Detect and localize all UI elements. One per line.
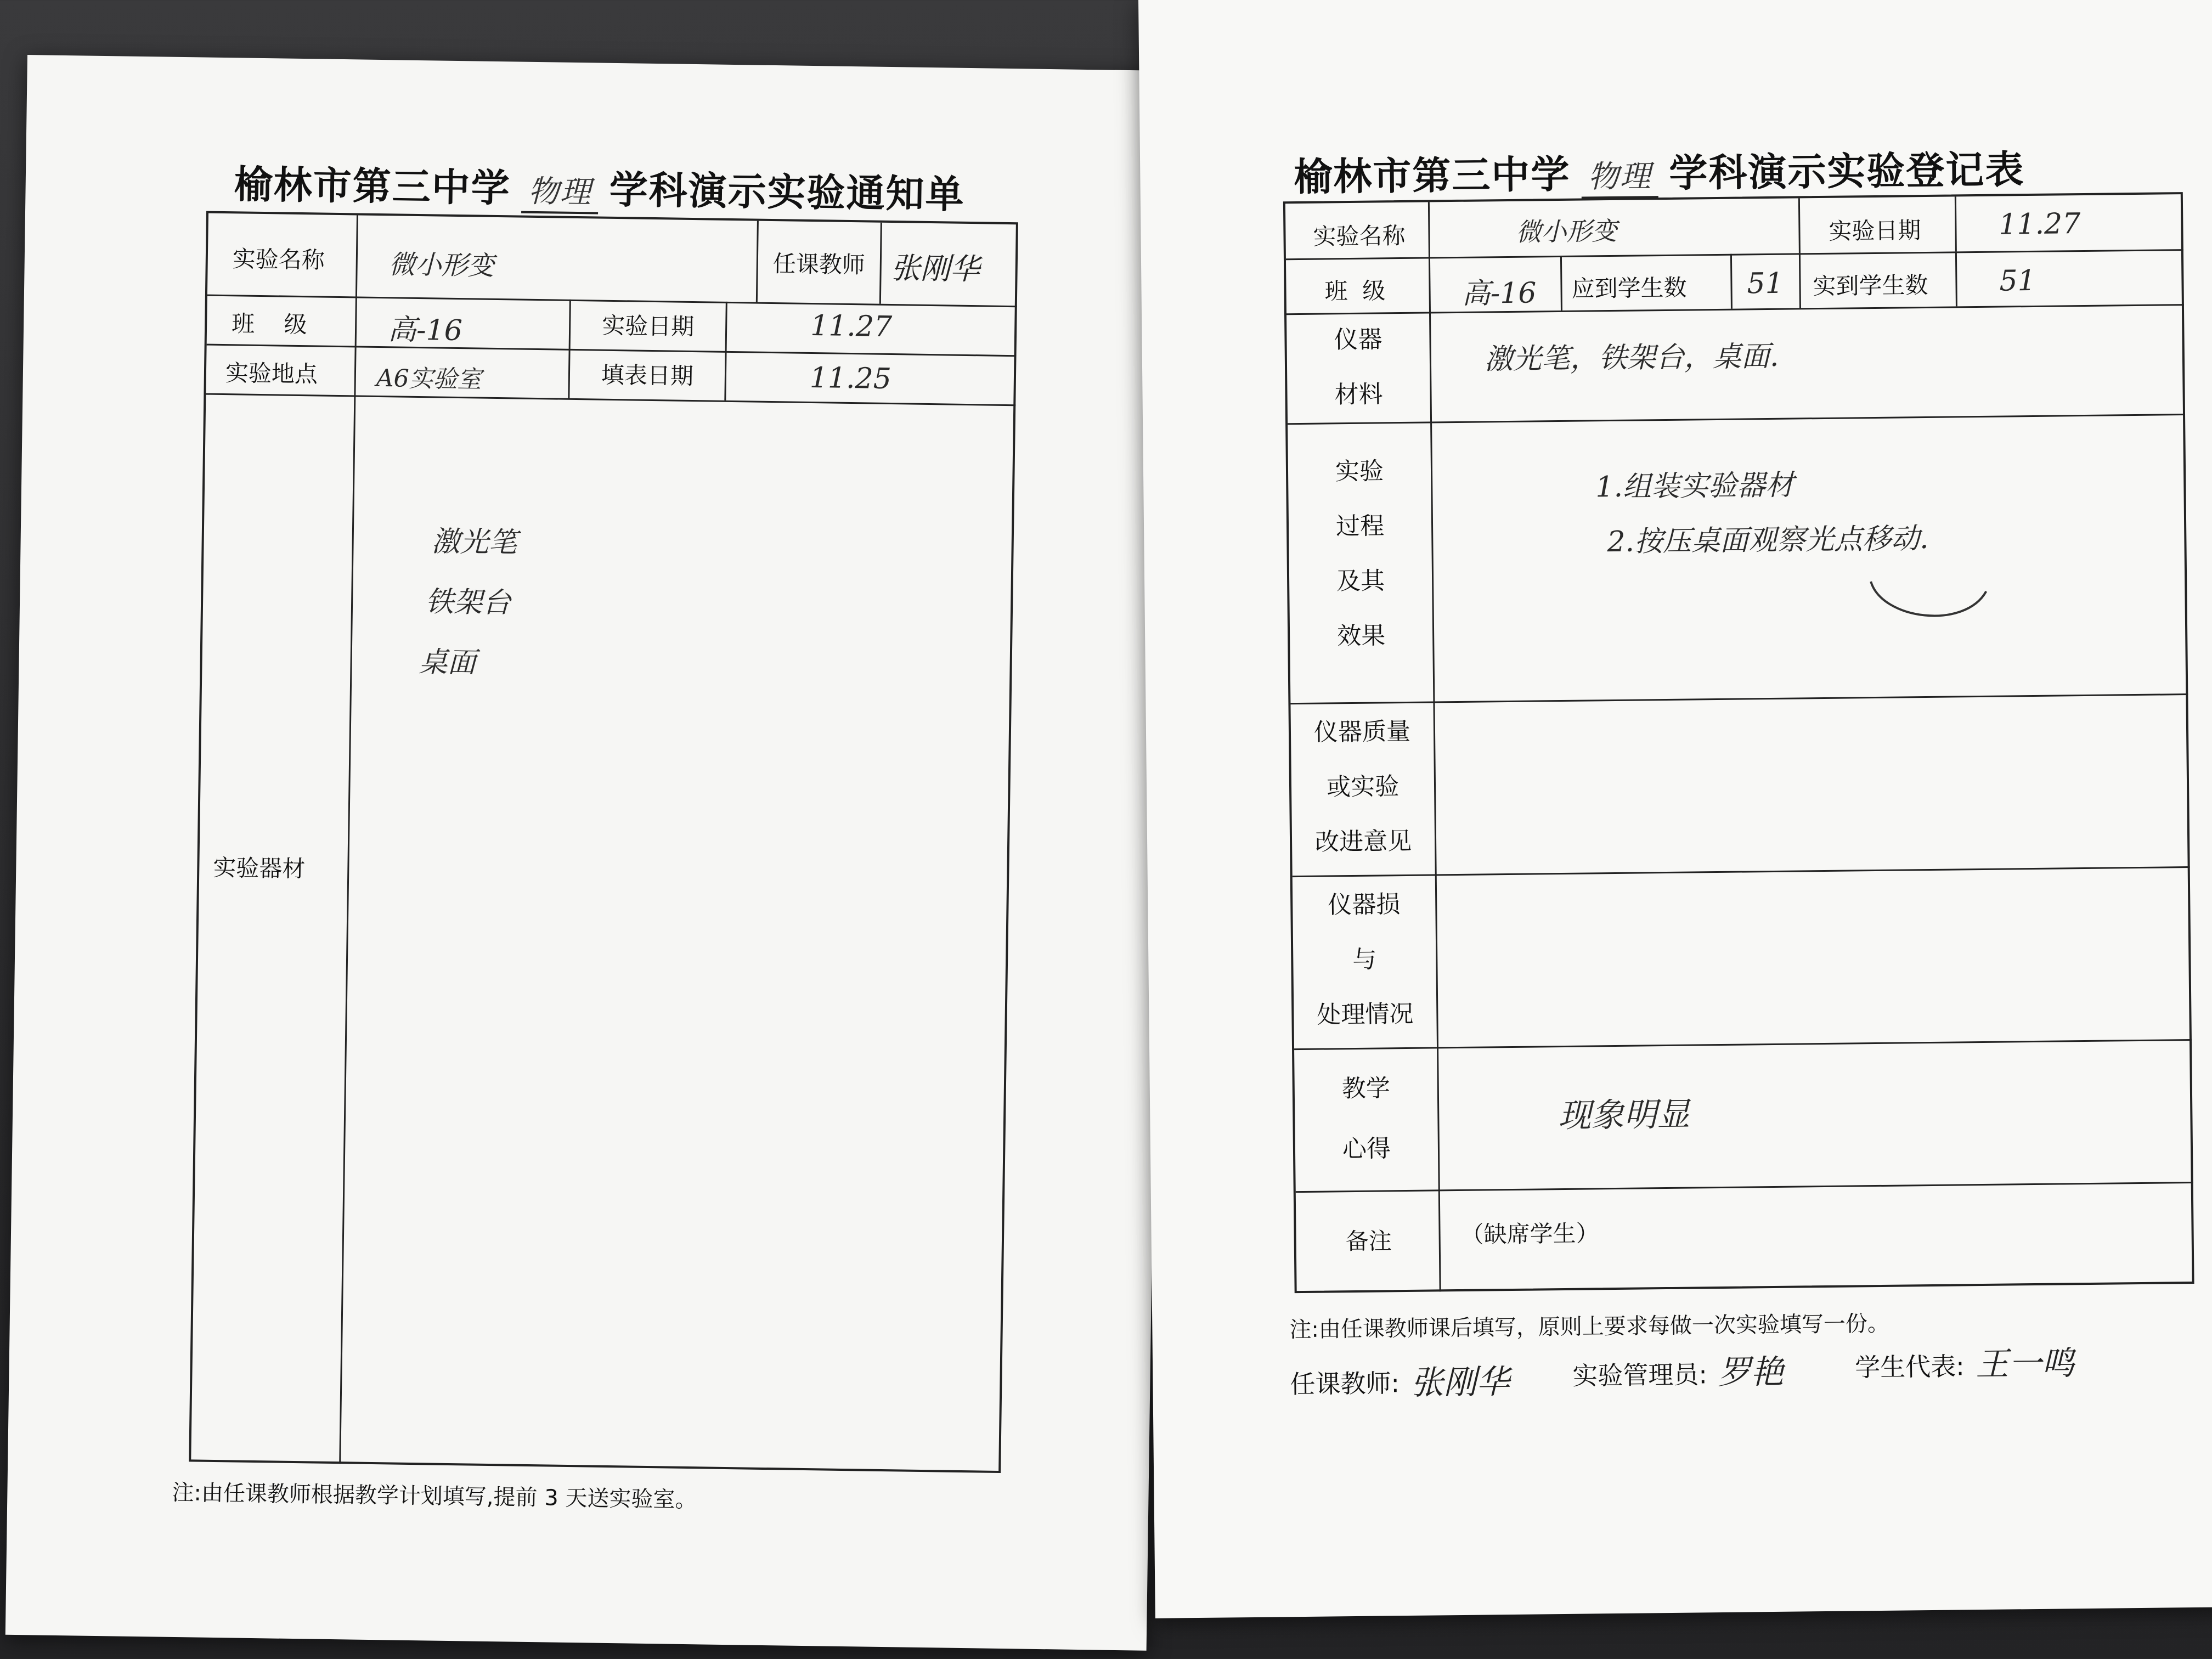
pen-scribble (1865, 569, 1997, 637)
label-date: 实验日期 (601, 312, 695, 341)
label-line: 与 (1352, 945, 1377, 974)
subject-field: 物理 (1581, 152, 1658, 199)
label-line: 过程 (1335, 512, 1385, 541)
label-line: 改进意见 (1314, 827, 1412, 856)
label-experiment-name: 实验名称 (232, 245, 325, 274)
label-line: 或实验 (1326, 772, 1400, 802)
label-teacher: 任课教师 (772, 250, 866, 279)
value-instruments: 激光笔，铁架台，桌面. (1484, 340, 1779, 376)
value-class: 高-16 (1462, 276, 1537, 311)
notification-table (189, 211, 1018, 1473)
teacher-signature: 张刚华 (1410, 1363, 1510, 1402)
title-suffix: 学科演示实验通知单 (609, 167, 966, 217)
label-line: 实验 (1335, 457, 1384, 486)
label-line: 教学 (1341, 1074, 1391, 1103)
form-note: 注:由任课教师课后填写，原则上要求每做一次实验填写一份。 (1289, 1311, 1890, 1343)
value-experiment-name: 微小形变 (388, 249, 495, 281)
value-actual-students: 51 (1999, 264, 2036, 298)
label-class: 班 级 (231, 310, 307, 338)
value-expected-students: 51 (1747, 267, 1784, 301)
form-title (1294, 139, 2025, 202)
title-suffix: 学科演示实验登记表 (1668, 147, 2025, 196)
student-signature-label: 学生代表: (1854, 1351, 1965, 1383)
teacher-signature: 张刚华 (890, 251, 980, 287)
label-experiment-name: 实验名称 (1313, 222, 1406, 250)
label-line: 材料 (1334, 380, 1383, 409)
title-prefix: 榆林市第三中学 (234, 162, 511, 211)
label-fill-date: 填表日期 (601, 361, 694, 390)
teacher-signature-label: 任课教师: (1290, 1368, 1400, 1400)
label-line: 效果 (1336, 622, 1386, 651)
admin-signature-label: 实验管理员: (1572, 1359, 1708, 1391)
admin-signature: 罗艳 (1717, 1352, 1784, 1392)
label-line: 心得 (1342, 1135, 1391, 1164)
process-step: 2.按压桌面观察光点移动. (1607, 522, 1929, 559)
label-line: 仪器损 (1328, 890, 1401, 919)
label-date: 实验日期 (1829, 217, 1921, 245)
label-expected-students: 应到学生数 (1571, 274, 1687, 302)
label-line: 处理情况 (1317, 1000, 1414, 1029)
equipment-item: 桌面 (419, 646, 477, 680)
label-equipment: 实验器材 (213, 854, 306, 883)
value-class: 高-16 (387, 313, 463, 348)
registration-form-page (1138, 0, 2212, 1618)
label-remarks: 备注 (1345, 1227, 1392, 1255)
label-reflection (1294, 1058, 1438, 1180)
label-line: 仪器质量 (1313, 717, 1411, 747)
label-line: 及其 (1336, 567, 1385, 596)
student-signature: 王一鸣 (1975, 1344, 2075, 1384)
label-process (1288, 443, 1433, 664)
value-fill-date: 11.25 (809, 361, 892, 396)
value-date: 11.27 (1999, 207, 2081, 241)
value-reflection: 现象明显 (1558, 1095, 1690, 1136)
value-date: 11.27 (810, 309, 893, 344)
label-quality (1290, 704, 1435, 870)
label-actual-students: 实到学生数 (1813, 271, 1928, 300)
value-location: A6实验室 (376, 364, 482, 394)
subject-field: 物理 (521, 167, 599, 215)
registration-table (1283, 192, 2194, 1293)
value-remarks: （缺席学生） (1460, 1220, 1599, 1248)
value-experiment-name: 微小形变 (1516, 216, 1617, 247)
form-title (234, 154, 965, 219)
label-instruments (1286, 312, 1430, 423)
process-step: 1.组装实验器材 (1595, 469, 1795, 504)
notification-form-page (5, 55, 1169, 1651)
title-prefix: 榆林市第三中学 (1293, 151, 1571, 200)
label-line: 仪器 (1334, 325, 1383, 354)
form-note: 注:由任课教师根据教学计划填写,提前 3 天送实验室。 (172, 1480, 697, 1513)
equipment-item: 铁架台 (425, 585, 511, 620)
label-location: 实验地点 (225, 359, 318, 388)
equipment-item: 激光笔 (431, 525, 518, 560)
label-damage (1293, 877, 1437, 1043)
label-class: 班 级 (1324, 277, 1386, 305)
